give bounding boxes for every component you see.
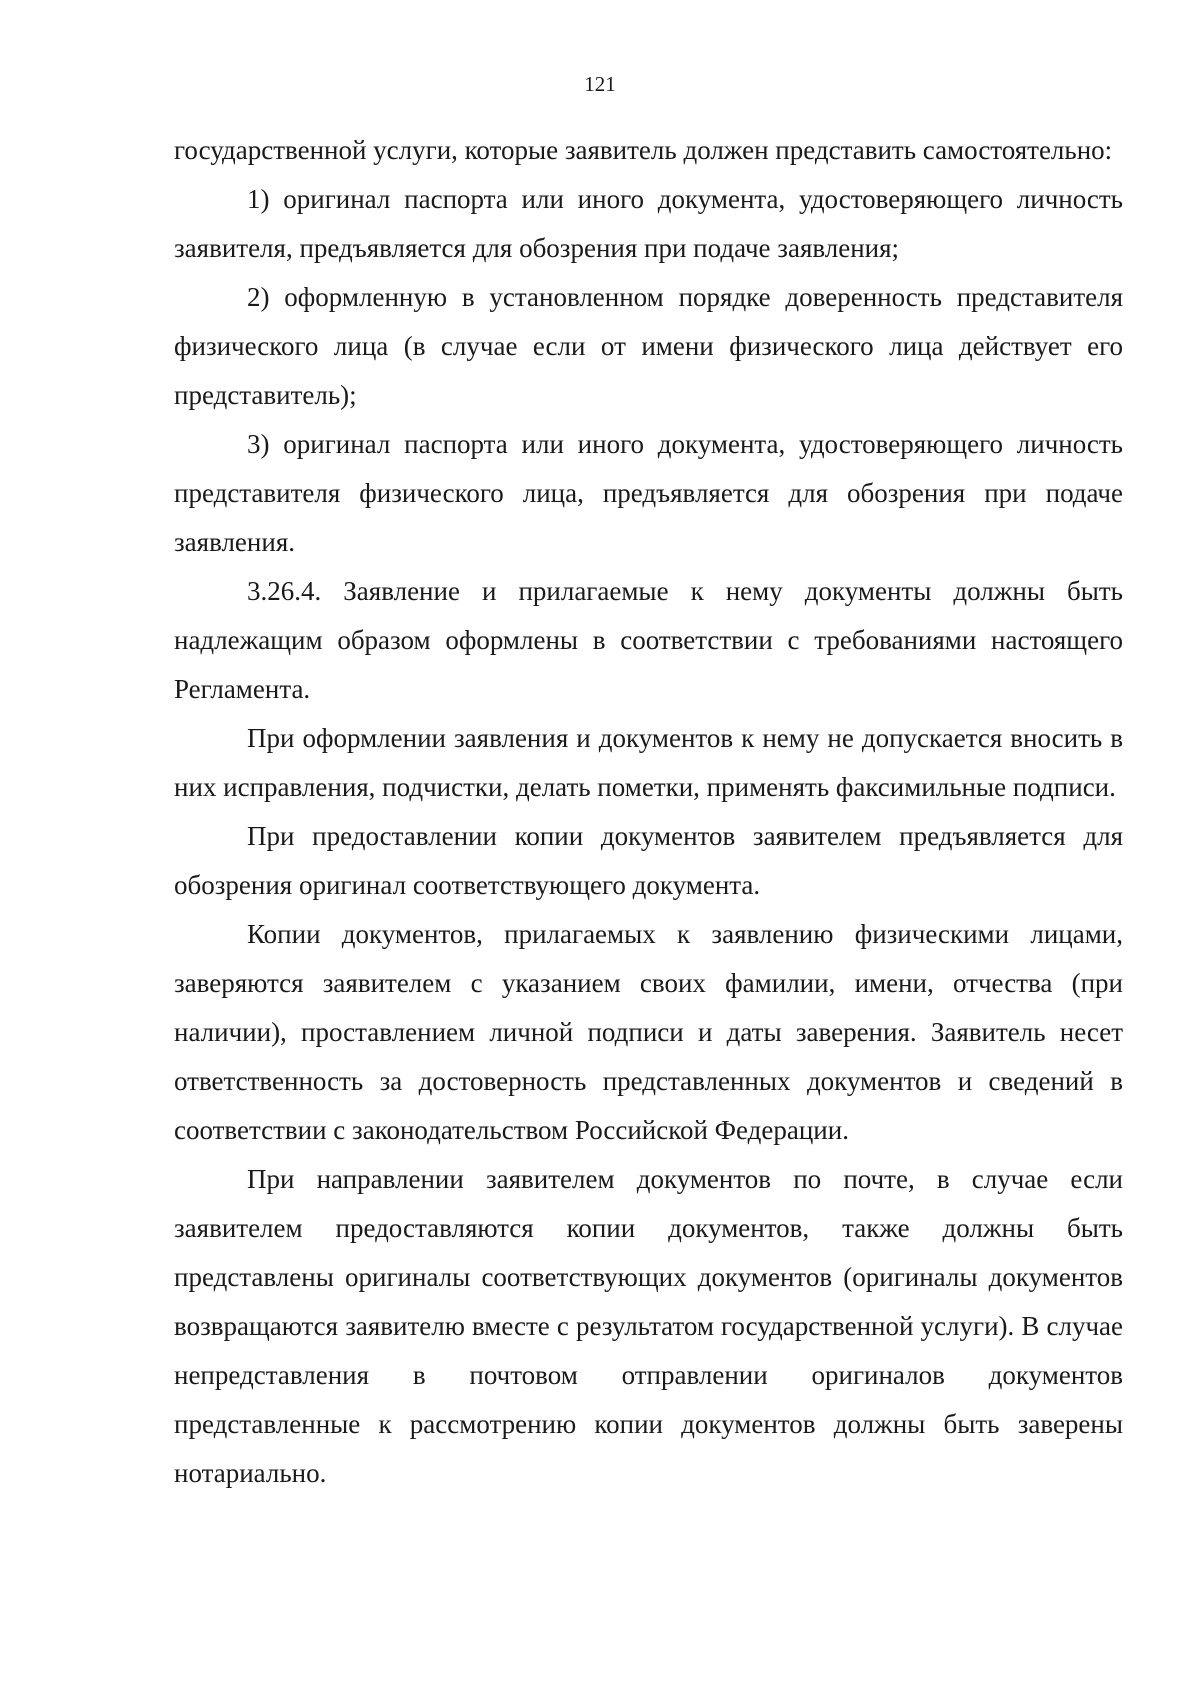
paragraph-postal: При направлении заявителем документов по почте, в случае если заявителем предоставляются копии документов, также должны быть представлены оригиналы соответствующих документов (оригиналы документов возвращаются заявителю вместе с результатом государственной услуги). В случае непредставления в почтовом отправлении оригиналов документов представленные к рассмотрению копии документов должны быть заверены нотариально.: [174, 1164, 1123, 1488]
paragraph-continuation: государственной услуги, которые заявитель должен представить самостоятельно:: [174, 135, 1113, 165]
document-body: [174, 126, 1123, 1498]
list-item-3: 3) оригинал паспорта или иного документа, удостоверяющего личность представителя физического лица, предъявляется для обозрения при подаче заявления.: [174, 429, 1123, 557]
paragraph-3-26-4: 3.26.4. Заявление и прилагаемые к нему документы должны быть надлежащим образом оформлены в соответствии с требованиями настоящего Регламента.: [174, 576, 1123, 704]
list-item-2: 2) оформленную в установленном порядке доверенность представителя физического лица (в случае если от имени физического лица действует его представитель);: [174, 282, 1123, 410]
paragraph-corrections: При оформлении заявления и документов к нему не допускается вносить в них исправления, подчистки, делать пометки, применять факсимильные подписи.: [174, 723, 1123, 802]
paragraph-certification: Копии документов, прилагаемых к заявлению физическими лицами, заверяются заявителем с указанием своих фамилии, имени, отчества (при наличии), проставлением личной подписи и даты заверения. Заявитель несет ответственность за достоверность представленных документов и сведений в соответствии с законодательством Российской Федерации.: [174, 919, 1123, 1145]
page-number: 121: [584, 72, 616, 96]
list-item-1: 1) оригинал паспорта или иного документа, удостоверяющего личность заявителя, предъявляется для обозрения при подаче заявления;: [174, 184, 1123, 263]
paragraph-copies-originals: При предоставлении копии документов заявителем предъявляется для обозрения оригинал соответствующего документа.: [174, 821, 1123, 900]
